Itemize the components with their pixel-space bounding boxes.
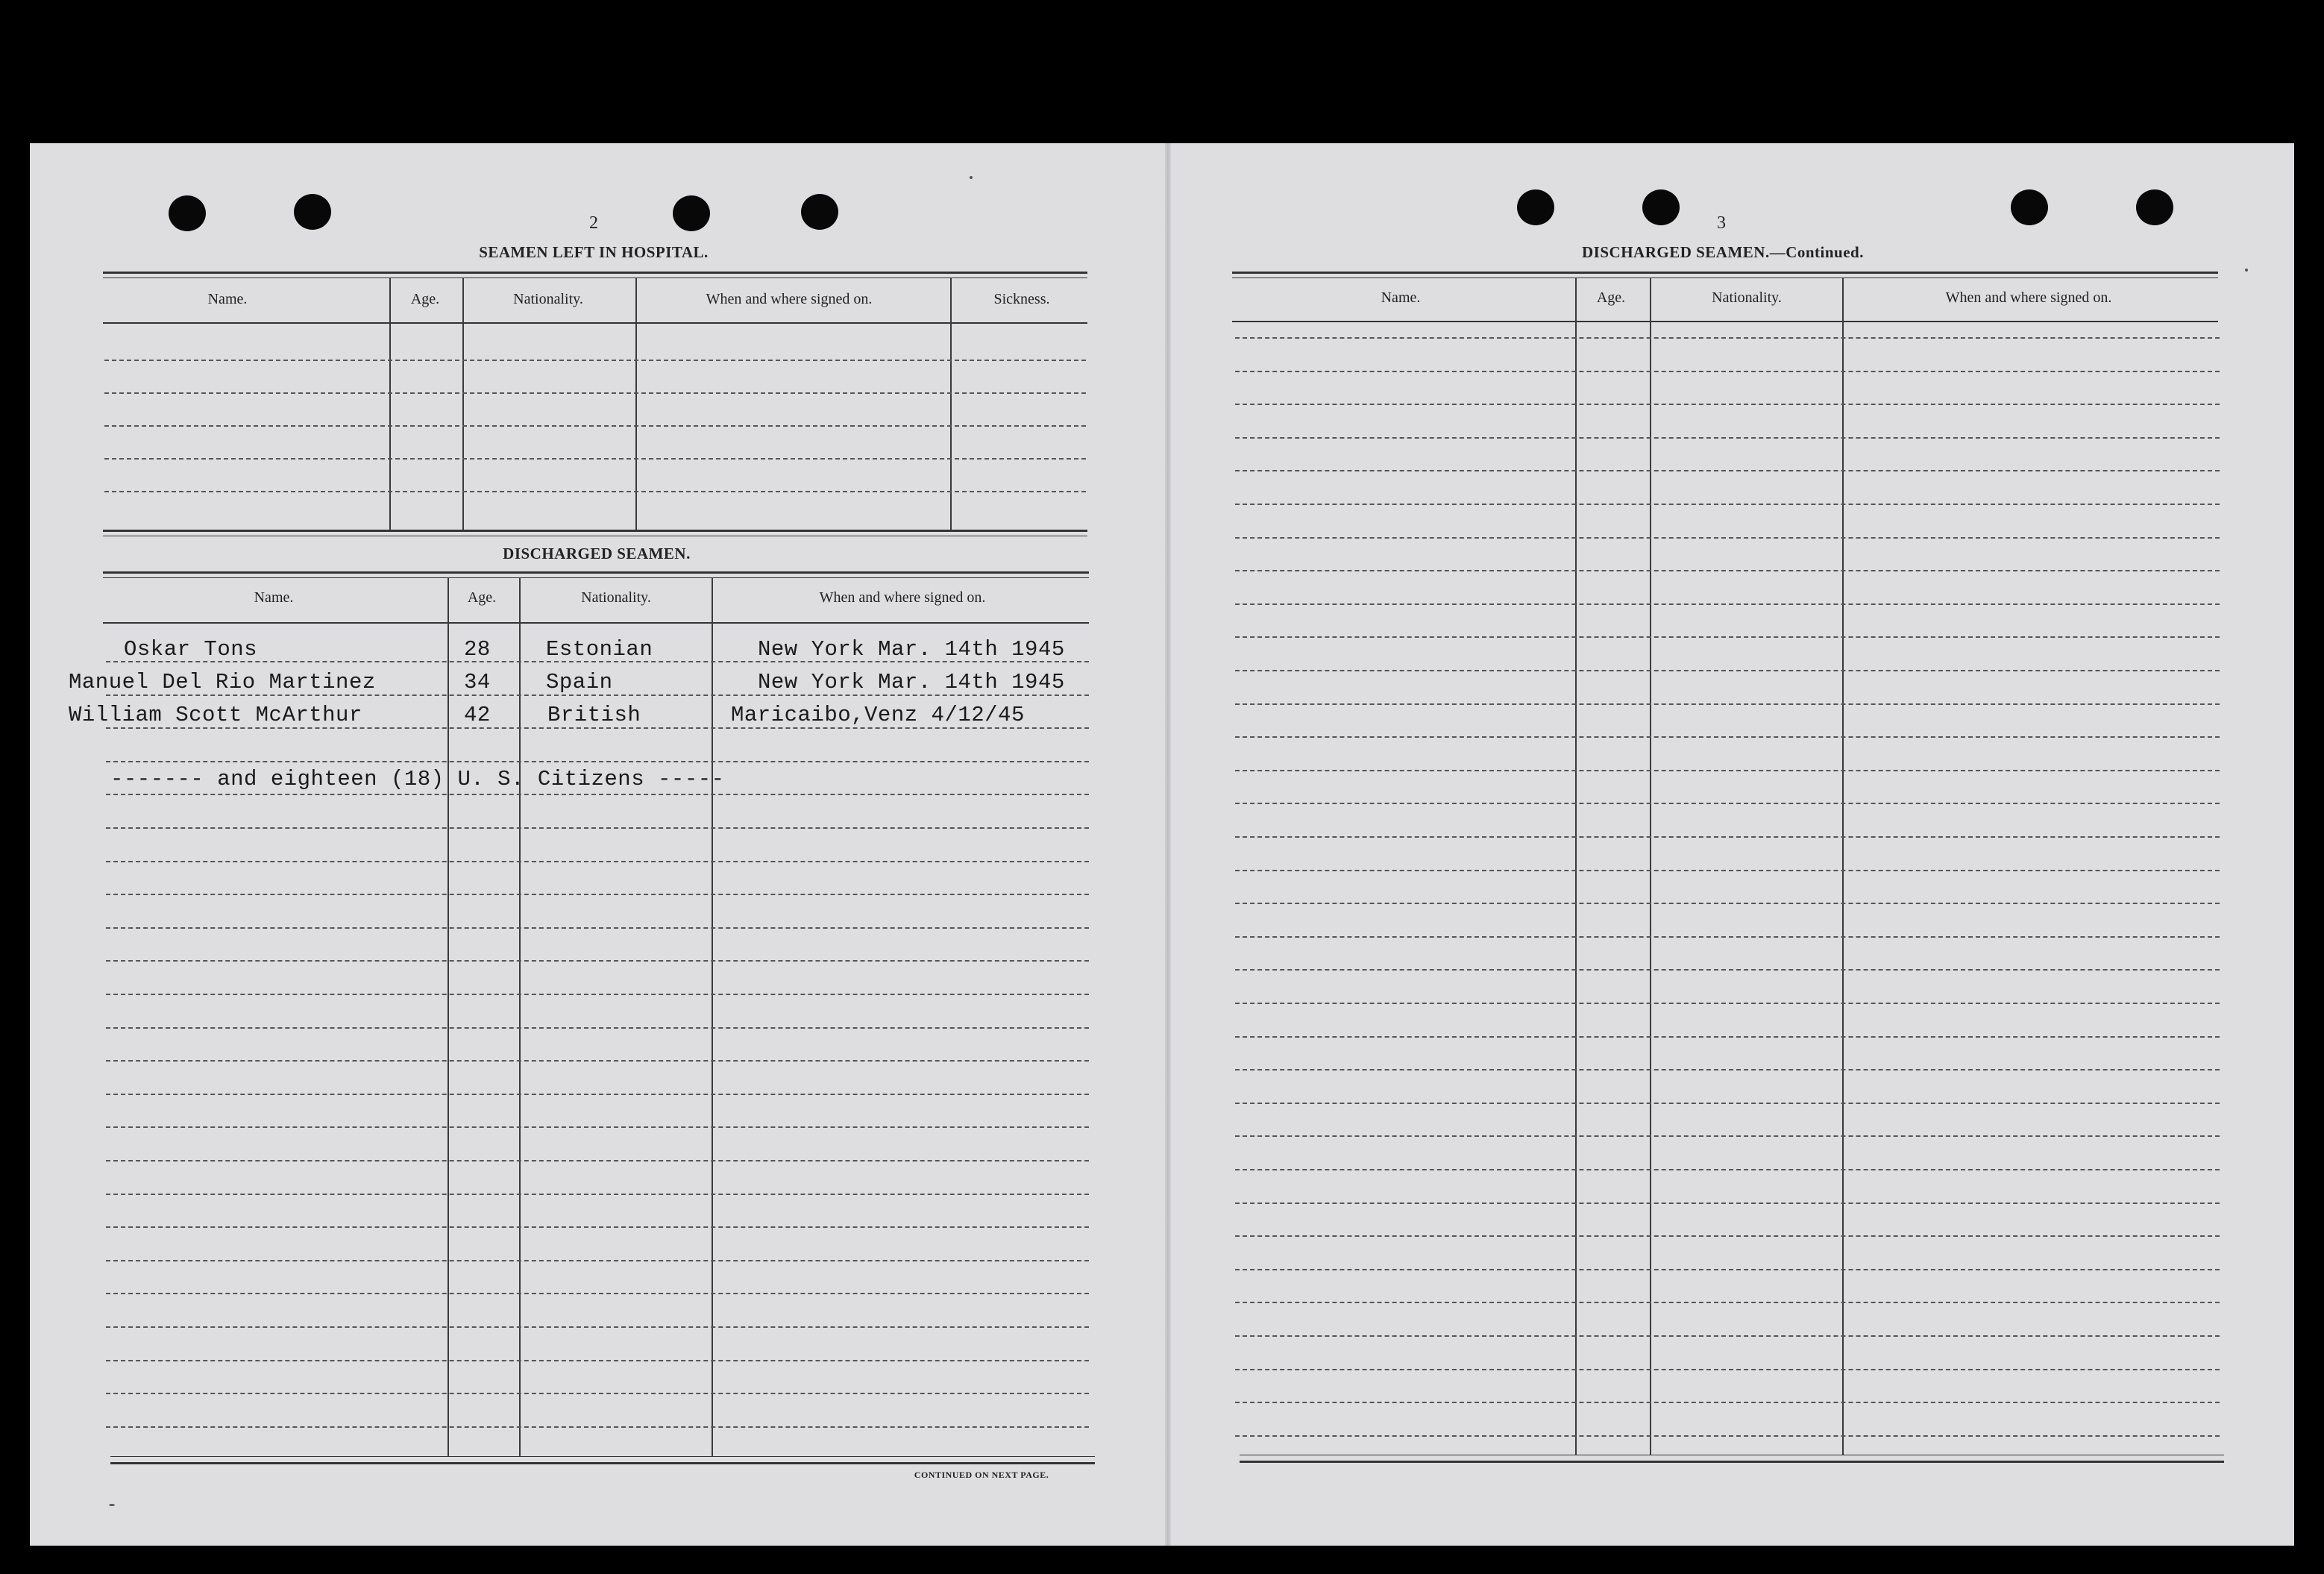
punch-hole — [2136, 189, 2173, 225]
punch-hole — [294, 194, 331, 230]
scan-speck — [109, 1504, 115, 1506]
ruled-line — [106, 1393, 1089, 1394]
ruled-line — [106, 1426, 1089, 1428]
discharged-col-name: Name. — [254, 589, 294, 606]
left-page — [30, 143, 1166, 1546]
ruled-line — [106, 1060, 1089, 1062]
ruled-line — [1235, 969, 2220, 971]
ruled-line — [106, 1194, 1089, 1195]
ruled-line — [106, 1226, 1089, 1228]
ruled-line — [1235, 1135, 2220, 1137]
ruled-line — [106, 1293, 1089, 1294]
ruled-line — [1235, 836, 2220, 838]
ruled-line — [1235, 1302, 2220, 1303]
entry-age: 34 — [464, 670, 491, 694]
page-number-left: 2 — [589, 213, 598, 233]
ruled-line — [106, 960, 1089, 962]
ruled-line — [1235, 670, 2220, 671]
right-col-age: Age. — [1596, 289, 1626, 306]
discharged-col-divider — [712, 577, 713, 1456]
ruled-line — [106, 861, 1089, 862]
ruled-line — [1235, 1369, 2220, 1370]
ruled-line — [1235, 537, 2220, 539]
hospital-bottom-rule — [103, 530, 1087, 532]
right-col-nationality: Nationality. — [1712, 289, 1782, 306]
ruled-line — [1235, 1103, 2220, 1104]
ruled-line — [106, 827, 1089, 829]
ruled-line — [1235, 1003, 2220, 1004]
discharged-col-divider — [519, 577, 521, 1456]
ruled-line — [106, 794, 1089, 795]
hospital-row-line — [104, 360, 1086, 361]
hospital-row-line — [104, 458, 1086, 460]
ruled-line — [1235, 870, 2220, 871]
hospital-col-sickness: Sickness. — [993, 291, 1050, 307]
entry-name: Oskar Tons — [124, 637, 258, 662]
scan-speck — [970, 176, 973, 179]
hospital-row-line — [104, 425, 1086, 427]
ruled-line — [1235, 337, 2220, 339]
page-fold — [1165, 143, 1171, 1546]
ruled-line — [1235, 570, 2220, 571]
ruled-line — [1235, 1435, 2220, 1437]
page-number-right: 3 — [1717, 213, 1726, 233]
ruled-line — [1235, 603, 2220, 605]
ruled-line — [1235, 903, 2220, 904]
ruled-line — [106, 894, 1089, 895]
ruled-line — [1235, 1203, 2220, 1204]
entry-age: 42 — [464, 703, 491, 727]
entry-signed-on: New York Mar. 14th 1945 — [758, 670, 1065, 694]
discharged-col-divider — [447, 577, 449, 1456]
hospital-section-title: SEAMEN LEFT IN HOSPITAL. — [479, 243, 709, 261]
entry-signed-on: Maricaibo,Venz 4/12/45 — [731, 703, 1025, 727]
ruled-line — [1235, 437, 2220, 439]
ruled-line — [1235, 936, 2220, 938]
hospital-col-age: Age. — [410, 291, 440, 307]
right-top-rule — [1232, 272, 2218, 274]
discharged-header-rule — [103, 622, 1089, 624]
punch-hole — [673, 195, 710, 231]
continued-note: CONTINUED ON NEXT PAGE. — [914, 1470, 1049, 1480]
ruled-line — [106, 1360, 1089, 1361]
entry-name: Manuel Del Rio Martinez — [69, 670, 376, 694]
ruled-line — [1235, 770, 2220, 771]
discharged-section-title: DISCHARGED SEAMEN. — [503, 545, 691, 562]
right-bottom-rule-thick — [1240, 1461, 2224, 1463]
ruled-line — [106, 1160, 1089, 1161]
right-col-divider — [1575, 278, 1577, 1455]
hospital-row-line — [104, 392, 1086, 394]
continued-section-title: DISCHARGED SEAMEN.—Continued. — [1582, 243, 1864, 261]
entry-age: 28 — [464, 637, 491, 662]
entry-name: William Scott McArthur — [69, 703, 362, 727]
ruled-line — [1235, 1235, 2220, 1237]
discharged-col-signed-on: When and where signed on. — [819, 589, 986, 606]
scan-speck — [2245, 269, 2248, 272]
ruled-line — [1235, 803, 2220, 804]
ruled-line — [1235, 504, 2220, 505]
right-col-divider — [1650, 278, 1651, 1455]
ruled-line — [1235, 470, 2220, 471]
discharged-top-rule-thin — [103, 577, 1089, 578]
ruled-line — [1235, 1402, 2220, 1403]
hospital-row-line — [104, 491, 1086, 492]
hospital-header-rule — [103, 322, 1087, 324]
right-header-rule — [1232, 321, 2218, 322]
ruled-line — [1235, 736, 2220, 738]
entry-signed-on: New York Mar. 14th 1945 — [758, 637, 1065, 662]
punch-hole — [2011, 189, 2048, 225]
discharged-bottom-rule-thick — [110, 1462, 1095, 1464]
punch-hole — [169, 195, 206, 231]
ruled-line — [1235, 1036, 2220, 1038]
discharged-col-nationality: Nationality. — [581, 589, 651, 606]
ruled-line — [1235, 1069, 2220, 1070]
punch-hole — [1517, 189, 1554, 225]
ruled-line — [106, 1126, 1089, 1128]
discharged-bottom-rule — [110, 1456, 1095, 1457]
punch-hole — [801, 194, 838, 230]
ruled-line — [106, 1326, 1089, 1328]
ruled-line — [1235, 636, 2220, 638]
ruled-line — [106, 1260, 1089, 1261]
ruled-line — [1235, 703, 2220, 705]
ruled-line — [106, 1027, 1089, 1029]
ruled-line — [1235, 371, 2220, 372]
ruled-line — [106, 1094, 1089, 1095]
ruled-line — [1235, 1169, 2220, 1170]
entry-nationality: Estonian — [546, 637, 653, 662]
discharged-col-age: Age. — [467, 589, 497, 606]
hospital-col-signed-on: When and where signed on. — [706, 291, 873, 307]
entry-nationality: Spain — [546, 670, 613, 694]
ruled-line — [106, 761, 1089, 762]
right-col-signed-on: When and where signed on. — [1945, 289, 2112, 306]
ruled-line — [106, 927, 1089, 929]
ruled-line — [106, 727, 1089, 729]
hospital-col-nationality: Nationality. — [513, 291, 583, 307]
right-col-divider — [1842, 278, 1844, 1455]
right-col-name: Name. — [1381, 289, 1421, 306]
ruled-line — [106, 994, 1089, 995]
punch-hole — [1642, 189, 1680, 225]
ruled-line — [1235, 1335, 2220, 1337]
hospital-col-name: Name. — [207, 291, 248, 307]
ruled-line — [1235, 404, 2220, 405]
discharged-top-rule — [103, 571, 1089, 574]
us-citizens-note: ------- and eighteen (18) U. S. Citizens ----- — [110, 767, 725, 791]
hospital-top-rule — [103, 272, 1087, 274]
ruled-line — [1235, 1269, 2220, 1270]
entry-nationality: British — [547, 703, 641, 727]
